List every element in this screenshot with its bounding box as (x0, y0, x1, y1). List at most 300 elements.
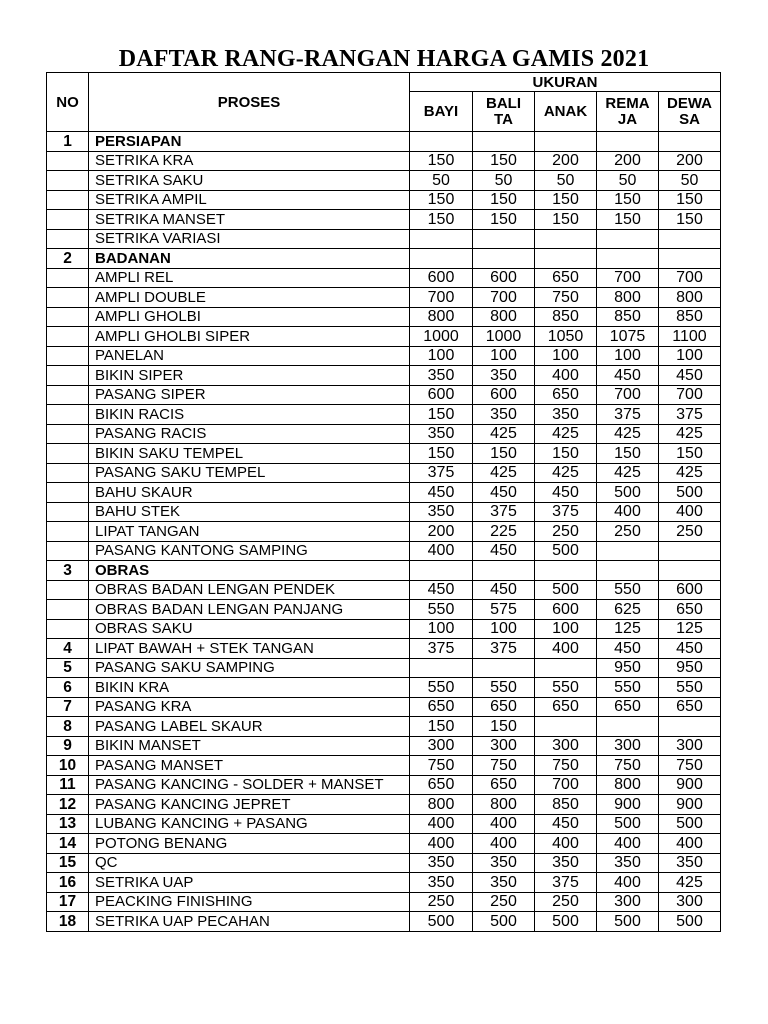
row-number (47, 463, 89, 483)
price-cell: 500 (473, 912, 535, 932)
row-number (47, 483, 89, 503)
price-cell: 700 (597, 385, 659, 405)
price-cell: 425 (659, 463, 721, 483)
price-cell (535, 717, 597, 737)
table-row (47, 288, 721, 308)
price-cell (597, 717, 659, 737)
header-size-line: REMA (605, 94, 650, 112)
price-cell: 150 (597, 190, 659, 210)
price-cell: 150 (597, 210, 659, 230)
price-cell: 650 (535, 268, 597, 288)
header-size-3 (597, 92, 659, 132)
price-cell: 600 (535, 600, 597, 620)
price-cell: 400 (535, 639, 597, 659)
row-number (47, 444, 89, 464)
price-cell: 400 (535, 366, 597, 386)
price-cell: 750 (535, 288, 597, 308)
price-cell: 400 (410, 814, 473, 834)
price-cell: 350 (597, 853, 659, 873)
price-cell: 150 (410, 210, 473, 230)
price-cell: 400 (535, 834, 597, 854)
process-label: PASANG KANTONG SAMPING (89, 541, 410, 561)
row-number: 8 (47, 717, 89, 737)
process-label: PASANG KANCING JEPRET (89, 795, 410, 815)
price-cell: 450 (410, 580, 473, 600)
table-row (47, 229, 721, 249)
process-label: BIKIN SIPER (89, 366, 410, 386)
price-cell: 750 (410, 756, 473, 776)
row-number (47, 288, 89, 308)
price-cell: 350 (659, 853, 721, 873)
table-row (47, 736, 721, 756)
table-row (47, 366, 721, 386)
header-size-line: ANAK (543, 102, 588, 120)
price-cell: 300 (410, 736, 473, 756)
table-row (47, 151, 721, 171)
price-cell: 200 (410, 522, 473, 542)
price-cell: 650 (410, 697, 473, 717)
table-row (47, 853, 721, 873)
price-table (46, 72, 721, 932)
price-cell: 450 (473, 580, 535, 600)
price-cell: 600 (473, 268, 535, 288)
price-cell: 750 (659, 756, 721, 776)
price-cell: 625 (597, 600, 659, 620)
table-row (47, 463, 721, 483)
price-cell (597, 229, 659, 249)
price-cell: 450 (473, 483, 535, 503)
row-number (47, 229, 89, 249)
table-row (47, 756, 721, 776)
process-label: BAHU SKAUR (89, 483, 410, 503)
row-number: 10 (47, 756, 89, 776)
price-cell: 800 (473, 795, 535, 815)
row-number: 18 (47, 912, 89, 932)
price-cell: 200 (659, 151, 721, 171)
row-number: 7 (47, 697, 89, 717)
price-cell: 900 (597, 795, 659, 815)
price-cell (597, 541, 659, 561)
row-number (47, 346, 89, 366)
price-cell: 850 (659, 307, 721, 327)
table-row (47, 814, 721, 834)
price-cell: 800 (597, 775, 659, 795)
table-row (47, 892, 721, 912)
header-ukuran: UKURAN (410, 73, 721, 92)
row-number (47, 385, 89, 405)
table-row (47, 210, 721, 230)
price-cell: 375 (410, 463, 473, 483)
table-row (47, 385, 721, 405)
process-label: AMPLI GHOLBI SIPER (89, 327, 410, 347)
price-cell: 375 (473, 502, 535, 522)
price-cell: 950 (597, 658, 659, 678)
price-cell: 450 (473, 541, 535, 561)
price-cell: 500 (410, 912, 473, 932)
price-cell: 400 (597, 834, 659, 854)
row-number: 16 (47, 873, 89, 893)
price-cell: 850 (535, 307, 597, 327)
price-cell: 150 (473, 444, 535, 464)
price-cell: 350 (473, 873, 535, 893)
price-cell: 500 (597, 483, 659, 503)
price-cell: 150 (410, 151, 473, 171)
price-cell: 100 (597, 346, 659, 366)
process-label: QC (89, 853, 410, 873)
price-cell: 350 (473, 853, 535, 873)
price-cell: 400 (659, 834, 721, 854)
row-number (47, 366, 89, 386)
row-number (47, 190, 89, 210)
price-cell (535, 561, 597, 581)
price-cell: 1075 (597, 327, 659, 347)
price-cell: 500 (659, 483, 721, 503)
table-row (47, 912, 721, 932)
process-label: AMPLI GHOLBI (89, 307, 410, 327)
price-cell: 1100 (659, 327, 721, 347)
header-size-line: SA (679, 110, 700, 128)
price-cell: 425 (535, 463, 597, 483)
price-cell: 650 (410, 775, 473, 795)
process-label: SETRIKA AMPIL (89, 190, 410, 210)
header-size-line: BAYI (423, 102, 459, 120)
price-cell: 100 (410, 619, 473, 639)
process-label: AMPLI DOUBLE (89, 288, 410, 308)
price-cell: 700 (659, 385, 721, 405)
row-number: 17 (47, 892, 89, 912)
price-cell: 650 (473, 697, 535, 717)
price-cell: 150 (535, 444, 597, 464)
price-cell: 425 (659, 424, 721, 444)
price-cell: 300 (659, 736, 721, 756)
price-cell (535, 132, 597, 152)
table-row (47, 522, 721, 542)
price-cell: 200 (535, 151, 597, 171)
price-cell: 300 (597, 736, 659, 756)
price-cell (597, 132, 659, 152)
price-cell: 150 (473, 717, 535, 737)
price-cell: 425 (597, 463, 659, 483)
table-row (47, 697, 721, 717)
price-cell (473, 132, 535, 152)
price-cell: 600 (659, 580, 721, 600)
row-number: 12 (47, 795, 89, 815)
header-size-2 (535, 92, 597, 132)
row-number: 3 (47, 561, 89, 581)
table-row (47, 717, 721, 737)
row-number (47, 600, 89, 620)
price-cell: 350 (473, 366, 535, 386)
price-cell: 450 (535, 483, 597, 503)
table-row (47, 775, 721, 795)
price-cell: 400 (597, 502, 659, 522)
price-cell: 650 (597, 697, 659, 717)
process-label: SETRIKA KRA (89, 151, 410, 171)
process-label: OBRAS BADAN LENGAN PENDEK (89, 580, 410, 600)
price-cell (410, 229, 473, 249)
process-label: BIKIN SAKU TEMPEL (89, 444, 410, 464)
row-number: 4 (47, 639, 89, 659)
table-row (47, 424, 721, 444)
table-row (47, 327, 721, 347)
price-cell: 700 (535, 775, 597, 795)
price-cell: 600 (410, 385, 473, 405)
price-cell (535, 229, 597, 249)
price-cell: 250 (535, 522, 597, 542)
header-size-line: DEWA (667, 94, 712, 112)
price-cell: 50 (535, 171, 597, 191)
section-label: PERSIAPAN (89, 132, 410, 152)
price-cell: 150 (535, 210, 597, 230)
table-row (47, 307, 721, 327)
price-cell (597, 561, 659, 581)
price-cell: 350 (535, 853, 597, 873)
row-number (47, 580, 89, 600)
table-row (47, 658, 721, 678)
row-number (47, 171, 89, 191)
section-label: BADANAN (89, 249, 410, 269)
price-cell: 225 (473, 522, 535, 542)
price-cell: 500 (535, 541, 597, 561)
price-cell: 850 (597, 307, 659, 327)
price-cell: 350 (410, 424, 473, 444)
price-cell: 100 (535, 346, 597, 366)
price-cell: 600 (473, 385, 535, 405)
table-header (47, 73, 721, 132)
price-cell: 700 (473, 288, 535, 308)
row-number (47, 424, 89, 444)
row-number: 2 (47, 249, 89, 269)
price-cell: 550 (597, 678, 659, 698)
price-cell: 250 (410, 892, 473, 912)
price-cell: 800 (473, 307, 535, 327)
price-cell: 800 (659, 288, 721, 308)
header-size-4 (659, 92, 721, 132)
process-label: OBRAS SAKU (89, 619, 410, 639)
price-cell: 375 (535, 873, 597, 893)
price-cell (535, 658, 597, 678)
price-cell: 800 (410, 307, 473, 327)
price-cell: 100 (535, 619, 597, 639)
price-cell: 650 (659, 600, 721, 620)
price-cell: 425 (473, 463, 535, 483)
price-cell: 250 (535, 892, 597, 912)
price-cell: 450 (659, 366, 721, 386)
price-cell: 650 (659, 697, 721, 717)
price-cell: 550 (659, 678, 721, 698)
price-cell: 300 (597, 892, 659, 912)
header-size-line: TA (494, 110, 513, 128)
table-row (47, 678, 721, 698)
price-cell (410, 658, 473, 678)
price-cell: 800 (597, 288, 659, 308)
price-cell: 250 (659, 522, 721, 542)
price-cell: 100 (410, 346, 473, 366)
price-cell: 750 (597, 756, 659, 776)
price-cell: 300 (535, 736, 597, 756)
price-cell: 400 (410, 834, 473, 854)
process-label: PASANG SIPER (89, 385, 410, 405)
row-number (47, 210, 89, 230)
row-number (47, 619, 89, 639)
price-cell: 375 (410, 639, 473, 659)
price-cell (659, 717, 721, 737)
table-row (47, 502, 721, 522)
process-label: PANELAN (89, 346, 410, 366)
price-cell: 150 (473, 210, 535, 230)
price-cell: 350 (535, 405, 597, 425)
price-cell: 200 (597, 151, 659, 171)
row-number: 5 (47, 658, 89, 678)
price-cell: 1000 (473, 327, 535, 347)
price-cell: 650 (473, 775, 535, 795)
process-label: PASANG RACIS (89, 424, 410, 444)
price-cell: 1050 (535, 327, 597, 347)
table-row (47, 580, 721, 600)
price-cell (473, 249, 535, 269)
price-cell: 850 (535, 795, 597, 815)
price-cell: 125 (597, 619, 659, 639)
price-cell (473, 561, 535, 581)
price-cell: 375 (473, 639, 535, 659)
price-cell: 150 (659, 190, 721, 210)
row-number: 9 (47, 736, 89, 756)
price-cell: 100 (473, 346, 535, 366)
price-cell: 750 (535, 756, 597, 776)
table-body (47, 132, 721, 932)
price-cell: 400 (659, 502, 721, 522)
price-cell: 900 (659, 775, 721, 795)
table-row (47, 132, 721, 152)
price-cell: 100 (473, 619, 535, 639)
row-number (47, 405, 89, 425)
price-cell: 375 (659, 405, 721, 425)
price-cell: 900 (659, 795, 721, 815)
price-cell: 950 (659, 658, 721, 678)
header-size-line: BALI (486, 94, 521, 112)
header-proses: PROSES (89, 73, 410, 132)
table-row (47, 834, 721, 854)
price-cell: 650 (535, 697, 597, 717)
price-cell (659, 132, 721, 152)
table-row (47, 795, 721, 815)
table-row (47, 190, 721, 210)
price-cell: 150 (659, 210, 721, 230)
price-cell: 450 (597, 639, 659, 659)
price-cell: 700 (410, 288, 473, 308)
price-cell (410, 132, 473, 152)
price-cell: 425 (659, 873, 721, 893)
header-size-0 (410, 92, 473, 132)
price-cell (473, 658, 535, 678)
header-size-1 (473, 92, 535, 132)
table-row (47, 619, 721, 639)
price-cell: 500 (597, 814, 659, 834)
section-label: OBRAS (89, 561, 410, 581)
price-cell: 375 (597, 405, 659, 425)
price-cell: 550 (410, 600, 473, 620)
process-label: PEACKING FINISHING (89, 892, 410, 912)
price-cell: 250 (473, 892, 535, 912)
price-cell: 250 (597, 522, 659, 542)
process-label: BAHU STEK (89, 502, 410, 522)
price-cell: 150 (410, 405, 473, 425)
table-row (47, 873, 721, 893)
process-label: BIKIN RACIS (89, 405, 410, 425)
process-label: PASANG KRA (89, 697, 410, 717)
header-no: NO (47, 73, 89, 132)
table-row (47, 249, 721, 269)
price-cell: 575 (473, 600, 535, 620)
price-cell: 450 (410, 483, 473, 503)
price-cell: 350 (410, 502, 473, 522)
price-cell: 400 (473, 834, 535, 854)
price-cell (597, 249, 659, 269)
process-label: SETRIKA UAP PECAHAN (89, 912, 410, 932)
process-label: LIPAT BAWAH + STEK TANGAN (89, 639, 410, 659)
price-cell: 500 (659, 814, 721, 834)
price-cell: 350 (410, 366, 473, 386)
process-label: SETRIKA MANSET (89, 210, 410, 230)
row-number: 6 (47, 678, 89, 698)
price-cell: 450 (597, 366, 659, 386)
price-cell: 400 (473, 814, 535, 834)
row-number (47, 522, 89, 542)
price-cell: 800 (410, 795, 473, 815)
header-size-line: JA (617, 110, 638, 128)
price-cell (659, 561, 721, 581)
price-cell: 500 (535, 580, 597, 600)
price-cell: 150 (473, 151, 535, 171)
process-label: LIPAT TANGAN (89, 522, 410, 542)
price-cell: 150 (473, 190, 535, 210)
price-cell: 50 (473, 171, 535, 191)
price-cell (659, 541, 721, 561)
row-number (47, 307, 89, 327)
price-cell: 150 (410, 190, 473, 210)
price-cell: 700 (597, 268, 659, 288)
price-cell: 425 (535, 424, 597, 444)
row-number: 15 (47, 853, 89, 873)
table-row (47, 268, 721, 288)
table-row (47, 483, 721, 503)
process-label: PASANG SAKU TEMPEL (89, 463, 410, 483)
process-label: AMPLI REL (89, 268, 410, 288)
price-cell (659, 229, 721, 249)
process-label: SETRIKA VARIASI (89, 229, 410, 249)
price-cell: 150 (410, 444, 473, 464)
price-cell: 600 (410, 268, 473, 288)
row-number: 11 (47, 775, 89, 795)
price-cell: 425 (597, 424, 659, 444)
price-cell: 50 (597, 171, 659, 191)
process-label: PASANG LABEL SKAUR (89, 717, 410, 737)
price-cell (473, 229, 535, 249)
process-label: SETRIKA UAP (89, 873, 410, 893)
row-number: 13 (47, 814, 89, 834)
process-label: SETRIKA SAKU (89, 171, 410, 191)
process-label: OBRAS BADAN LENGAN PANJANG (89, 600, 410, 620)
table-row (47, 541, 721, 561)
page-title: DAFTAR RANG-RANGAN HARGA GAMIS 2021 (118, 46, 650, 72)
process-label: BIKIN MANSET (89, 736, 410, 756)
process-label: PASANG KANCING - SOLDER + MANSET (89, 775, 410, 795)
price-cell: 150 (597, 444, 659, 464)
price-cell: 500 (597, 912, 659, 932)
price-cell: 1000 (410, 327, 473, 347)
price-cell: 100 (659, 346, 721, 366)
price-cell: 550 (410, 678, 473, 698)
